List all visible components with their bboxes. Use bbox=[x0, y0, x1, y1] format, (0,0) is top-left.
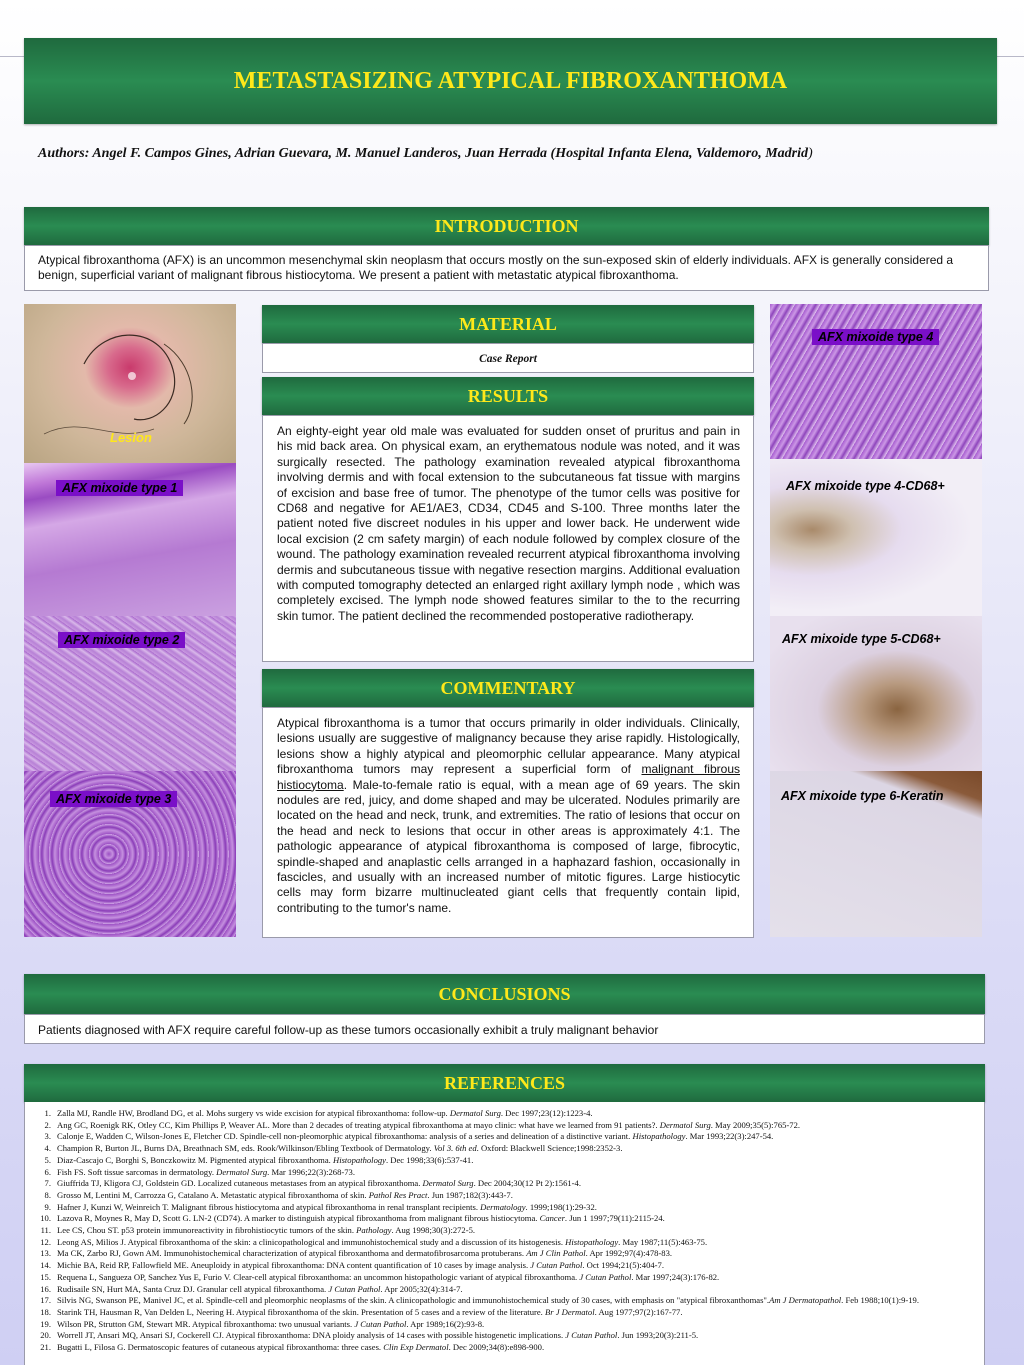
reference-journal: Br J Dermatol bbox=[544, 1306, 595, 1317]
reference-number: 6. bbox=[44, 1166, 51, 1177]
reference-text bbox=[57, 1143, 972, 1155]
reference-journal: J Cutan Pathol bbox=[530, 1260, 583, 1271]
reference-journal: Clin Exp Dermatol bbox=[383, 1342, 449, 1353]
reference-text bbox=[57, 1260, 972, 1272]
reference-item bbox=[37, 1167, 972, 1179]
reference-authors-title: Rudisaile SN, Hurt MA, Santa Cruz DJ. Granular cell atypical fibroxanthoma. bbox=[57, 1283, 329, 1294]
results-box bbox=[262, 415, 754, 662]
reference-authors-title: Requena L, Sangueza OP, Sanchez Yus E, Furio V. Clear-cell atypical fibroxanthoma: an uncommon histopathologic variant of atypical fibroxanthoma. bbox=[57, 1271, 580, 1282]
reference-journal: Dermatol Surg bbox=[449, 1108, 501, 1118]
reference-journal: Histopathology bbox=[565, 1236, 619, 1247]
reference-authors-title: Leong AS, Milios J. Atypical fibroxanthoma of the skin: a clinicopathological and immunohistochemical study and a discussion of its histogenesis. bbox=[57, 1236, 566, 1247]
reference-journal: Dermatol Surg bbox=[659, 1119, 711, 1130]
reference-journal: Histopathology bbox=[632, 1131, 686, 1142]
reference-text bbox=[57, 1155, 972, 1167]
reference-journal: Vol 3. 6th ed bbox=[433, 1143, 477, 1154]
reference-authors-title: Grosso M, Lentini M, Carrozza G, Catalano A. Metastatic atypical fibroxanthoma of skin. bbox=[57, 1189, 369, 1200]
reference-journal: Am J Dermatopathol bbox=[769, 1295, 842, 1306]
reference-number: 17. bbox=[40, 1295, 51, 1306]
reference-journal: Pathol Res Pract bbox=[368, 1189, 428, 1200]
reference-item bbox=[37, 1178, 972, 1190]
reference-number: 2. bbox=[44, 1119, 51, 1130]
reference-citation: . Dec 2004;30(12 Pt 2):1561-4. bbox=[473, 1178, 581, 1189]
reference-text bbox=[57, 1307, 972, 1319]
reference-authors-title: Giuffrida TJ, Kligora CJ, Goldstein GD. Localized cutaneous metastases from an atypical fibroxanthoma. bbox=[57, 1178, 423, 1189]
reference-text bbox=[57, 1319, 972, 1331]
reference-number: 9. bbox=[44, 1201, 51, 1212]
reference-authors-title: Zalla MJ, Randle HW, Brodland DG, et al. Mohs surgery vs wide excision for atypical fibroxanthoma: follow-up. bbox=[57, 1108, 450, 1118]
reference-number: 4. bbox=[44, 1143, 51, 1154]
reference-citation: . Oxford: Blackwell Science;1998:2352-3. bbox=[476, 1143, 623, 1154]
reference-journal: Cancer bbox=[539, 1213, 565, 1224]
reference-authors-title: Hafner J, Kunzi W, Weinreich T. Malignant fibrous histiocytoma and atypical fibroxanthoma in renal transplant recipients. bbox=[57, 1201, 481, 1212]
reference-item bbox=[37, 1248, 972, 1260]
authors-text: Authors: Angel F. Campos Gines, Adrian Guevara, M. Manuel Landeros, Juan Herrada (Hospital Infanta Elena, Valdemoro, Madrid bbox=[38, 146, 809, 161]
reference-authors-title: Fish FS. Soft tissue sarcomas in dermatology. bbox=[57, 1166, 217, 1177]
reference-citation: . Aug 1977;97(2):167-77. bbox=[594, 1306, 683, 1317]
reference-number: 1. bbox=[44, 1108, 51, 1118]
label-type1: AFX mixoide type 1 bbox=[56, 480, 183, 496]
authors-close: ) bbox=[808, 146, 813, 161]
reference-authors-title: Lee CS, Chou ST. p53 protein immunoreactivity in fibrohistiocytic tumors of the skin. bbox=[57, 1225, 357, 1236]
reference-text bbox=[57, 1284, 972, 1296]
commentary-box bbox=[262, 707, 754, 938]
references-heading: REFERENCES bbox=[24, 1064, 985, 1102]
reference-text bbox=[57, 1342, 972, 1354]
introduction-heading: INTRODUCTION bbox=[24, 207, 989, 245]
reference-item bbox=[37, 1202, 972, 1214]
reference-item bbox=[37, 1190, 972, 1202]
reference-citation: . 1999;198(1):29-32. bbox=[525, 1201, 597, 1212]
reference-authors-title: Worrell JT, Ansari MQ, Ansari SJ, Cockerell CJ. Atypical fibroxanthoma: DNA ploidy analysis of 14 cases with possible histogenetic implications. bbox=[57, 1330, 566, 1341]
commentary-text-before: Atypical fibroxanthoma is a tumor that occurs primarily in older individuals. Clinically, lesions usually are suggestive of malignancy because they arise rapidly. Histologically, lesions show a highly atypical and pleomorphic cellular appearance. Many atypical fibroxanthoma tumors may represent a superficial form of bbox=[277, 716, 740, 777]
reference-text bbox=[57, 1190, 972, 1202]
reference-number: 14. bbox=[40, 1260, 51, 1271]
reference-citation: . May 2009;35(5):765-72. bbox=[710, 1119, 801, 1130]
introduction-text: Atypical fibroxanthoma (AFX) is an uncommon mesenchymal skin neoplasm that occurs mostly on the sun-exposed skin of elderly individuals. AFX is generally considered a benign, superficial variant of malignant fibrous histiocytoma. We present a patient with metastatic atypical fibroxanthoma. bbox=[38, 253, 954, 283]
reference-item bbox=[37, 1213, 972, 1225]
reference-authors-title: Calonje E, Wadden C, Wilson-Jones E, Fletcher CD. Spindle-cell non-pleomorphic atypical fibroxanthoma: analysis of a series and delineation of a distinctive variant. bbox=[57, 1131, 633, 1142]
reference-item bbox=[37, 1143, 972, 1155]
reference-text bbox=[57, 1202, 972, 1214]
reference-number: 7. bbox=[44, 1178, 51, 1189]
reference-number: 12. bbox=[40, 1236, 51, 1247]
reference-citation: . Mar 1996;22(3):268-73. bbox=[267, 1166, 355, 1177]
reference-journal: Dermatology bbox=[480, 1201, 526, 1212]
material-heading: MATERIAL bbox=[262, 305, 754, 343]
reference-item bbox=[37, 1108, 972, 1120]
reference-item bbox=[37, 1307, 972, 1319]
reference-citation: . Mar 1993;22(3):247-54. bbox=[685, 1131, 774, 1142]
reference-citation: . Apr 2005;32(4):314-7. bbox=[380, 1283, 463, 1294]
reference-citation: . May 1987;11(5):463-75. bbox=[618, 1236, 708, 1247]
commentary-heading: COMMENTARY bbox=[262, 669, 754, 707]
lesion-label: Lesion bbox=[110, 430, 152, 445]
reference-citation: . Jun 1993;20(3):211-5. bbox=[617, 1330, 699, 1341]
authors-line bbox=[38, 146, 998, 162]
label-type4: AFX mixoide type 4 bbox=[812, 329, 939, 345]
reference-item bbox=[37, 1260, 972, 1272]
reference-number: 8. bbox=[44, 1189, 51, 1200]
reference-number: 20. bbox=[40, 1330, 51, 1341]
reference-authors-title: Wilson PR, Strutton GM, Stewart MR. Atypical fibroxanthoma: two unusual variants. bbox=[57, 1318, 355, 1329]
reference-item bbox=[37, 1330, 972, 1342]
label-type5-cd68: AFX mixoide type 5-CD68+ bbox=[782, 632, 941, 646]
reference-item bbox=[37, 1284, 972, 1296]
reference-authors-title: Michie BA, Reid RP, Fallowfield ME. Aneuploidy in atypical fibroxanthoma: DNA content quantification of 10 cases by image analysis. bbox=[57, 1260, 531, 1271]
reference-authors-title: Diaz-Cascajo C, Borghi S, Bonczkowitz M. Pigmented atypical fibroxanthoma. bbox=[57, 1154, 333, 1165]
results-heading: RESULTS bbox=[262, 377, 754, 415]
reference-item bbox=[37, 1319, 972, 1331]
reference-text bbox=[57, 1272, 972, 1284]
reference-journal: Dermatol Surg bbox=[216, 1166, 268, 1177]
reference-item bbox=[37, 1120, 972, 1132]
reference-journal: Histopathology bbox=[332, 1154, 386, 1165]
reference-journal: J Cutan Pathol bbox=[565, 1330, 618, 1341]
reference-journal: J Cutan Pathol bbox=[579, 1271, 632, 1282]
material-box bbox=[262, 343, 754, 373]
reference-citation: . Mar 1997;24(3):176-82. bbox=[631, 1271, 720, 1282]
reference-journal: Pathology bbox=[356, 1225, 392, 1236]
conclusions-heading: CONCLUSIONS bbox=[24, 974, 985, 1014]
reference-journal: Am J Clin Pathol bbox=[526, 1248, 586, 1259]
reference-number: 19. bbox=[40, 1318, 51, 1329]
label-type4-cd68: AFX mixoide type 4-CD68+ bbox=[786, 479, 945, 493]
reference-authors-title: Lazova R, Moynes R, May D, Scott G. LN-2 (CD74). A marker to distinguish atypical fibroxanthoma from malignant fibrous histiocytoma. bbox=[57, 1213, 540, 1224]
reference-text bbox=[57, 1225, 972, 1237]
reference-citation: . Dec 1998;33(6):537-41. bbox=[385, 1154, 474, 1165]
reference-text bbox=[57, 1295, 972, 1307]
material-text: Case Report bbox=[479, 353, 537, 365]
reference-text bbox=[57, 1237, 972, 1249]
label-type6-keratin: AFX mixoide type 6-Keratin bbox=[781, 789, 944, 803]
commentary-text-after: . Male-to-female ratio is equal, with a mean age of 69 years. The skin nodules are red, juicy, and dome shaped and may be ulcerated. Nodules primarily are located on the head and neck, trunk, and extremities. The ratio of lesions that occur on the head and neck to lesions that occur in other areas is approximately 4:1. The pathologic appearance of atypical fibroxanthoma is composed of large, fibrocytic, spindle-shaped and anaplastic cells arranged in a haphazard fashion, occasionally in fascicles, and usually with an increased number of mitotic figures. Large histiocytic cells may form bizarre multinucleated giant cells that frequently contain lipid, contributing to the tumor's name. bbox=[277, 777, 740, 915]
reference-text bbox=[57, 1213, 972, 1225]
commentary-text bbox=[263, 708, 753, 916]
reference-number: 16. bbox=[40, 1283, 51, 1294]
poster-title: METASTASIZING ATYPICAL FIBROXANTHOMA bbox=[24, 38, 997, 124]
reference-item bbox=[37, 1237, 972, 1249]
reference-citation: . Aug 1998;30(3):272-5. bbox=[391, 1225, 476, 1236]
histology-type4 bbox=[770, 304, 982, 459]
reference-item bbox=[37, 1272, 972, 1284]
reference-journal: Dermatol Surg bbox=[422, 1178, 474, 1189]
reference-authors-title: Silvis NG, Swanson PE, Manivel JC, et al. Spindle-cell and pleomorphic neoplasms of the skin. A clinicopathologic and immunohistochemical study of 30 cases, with emphasis on "atypical fibroxanthomas". bbox=[57, 1295, 770, 1306]
reference-authors-title: Ang GC, Roenigk RK, Otley CC, Kim Phillips P, Weaver AL. More than 2 decades of treating atypical fibroxanthoma at mayo clinic: what have we learned from 91 patients?. bbox=[57, 1119, 660, 1130]
label-type2: AFX mixoide type 2 bbox=[58, 632, 185, 648]
reference-journal: J Cutan Pathol bbox=[354, 1318, 407, 1329]
reference-citation: . Apr 1989;16(2):93-8. bbox=[406, 1318, 485, 1329]
conclusions-box bbox=[24, 1014, 985, 1044]
reference-number: 10. bbox=[40, 1213, 51, 1224]
reference-number: 18. bbox=[40, 1306, 51, 1317]
reference-citation: . Dec 1997;23(12):1223-4. bbox=[500, 1108, 593, 1118]
reference-item bbox=[37, 1295, 972, 1307]
reference-number: 21. bbox=[40, 1342, 51, 1353]
reference-number: 5. bbox=[44, 1154, 51, 1165]
label-type3: AFX mixoide type 3 bbox=[50, 791, 177, 807]
reference-authors-title: Bugatti L, Filosa G. Dermatoscopic features of cutaneous atypical fibroxanthoma: three cases. bbox=[57, 1342, 384, 1353]
reference-journal: J Cutan Pathol bbox=[328, 1283, 381, 1294]
reference-authors-title: Starink TH, Hausman R, Van Delden L, Neering H. Atypical fibroxanthoma of the skin. Presentation of 5 cases and a review of the literature. bbox=[57, 1306, 545, 1317]
reference-authors-title: Ma CK, Zarbo RJ, Gown AM. Immunohistochemical characterization of atypical fibroxanthoma and dermatofibrosarcoma protuberans. bbox=[57, 1248, 527, 1259]
reference-citation: . Dec 2009;34(8):e898-900. bbox=[448, 1342, 545, 1353]
reference-text bbox=[57, 1131, 972, 1143]
reference-citation: . Apr 1992;97(4):478-83. bbox=[585, 1248, 673, 1259]
reference-text bbox=[57, 1178, 972, 1190]
results-text: An eighty-eight year old male was evaluated for sudden onset of pruritus and pain in his mid back area. On physical exam, an erythematous nodule was noted, and it was surgically resected. The pathology examination revealed atypical fibroxanthoma involving dermis and with focal extension to the subcutaneous fat tissue with margins of excision and base free of tumor. The phenotype of the tumor cells was positive for CD68 and negative for AE1/AE3, CD34, CD45 and S-100. Three months later the patient noted five discreet nodules in his upper and lower back. He underwent wide local excision (2 cm safety margin) of each nodule followed by complex closure of the wound. The pathology examination revealed recurrent atypical fibroxanthoma involving dermis and subcutaneous tissue with negative resection margins. Additional evaluation with computed tomography detected an enlarged right axillary lymph node , which was completely excised. The lymph node showed features similar to the to the recurring skin tumor. The patient declined the recommended postoperative radiotherapy. bbox=[277, 424, 740, 623]
reference-text bbox=[57, 1248, 972, 1260]
reference-text bbox=[57, 1108, 972, 1120]
reference-authors-title: Champion R, Burton JL, Burns DA, Breathnach SM, eds. Rook/Wilkinson/Ebling Textbook of Dermatology. bbox=[57, 1143, 434, 1154]
reference-citation: . Oct 1994;21(5):404-7. bbox=[582, 1260, 664, 1271]
reference-citation: . Jun 1987;182(3):443-7. bbox=[427, 1189, 513, 1200]
reference-text bbox=[57, 1330, 972, 1342]
reference-item bbox=[37, 1131, 972, 1143]
reference-number: 13. bbox=[40, 1248, 51, 1259]
reference-number: 3. bbox=[44, 1131, 51, 1142]
reference-item bbox=[37, 1155, 972, 1167]
references-list bbox=[24, 1102, 985, 1365]
reference-text bbox=[57, 1120, 972, 1132]
conclusions-text: Patients diagnosed with AFX require careful follow-up as these tumors occasionally exhibit a truly malignant behavior bbox=[38, 1023, 659, 1037]
reference-citation: . Feb 1988;10(1):9-19. bbox=[841, 1295, 919, 1306]
reference-text bbox=[57, 1167, 972, 1179]
introduction-box bbox=[24, 245, 989, 291]
reference-citation: . Jun 1 1997;79(11):2115-24. bbox=[564, 1213, 665, 1224]
reference-item bbox=[37, 1225, 972, 1237]
reference-number: 15. bbox=[40, 1271, 51, 1282]
reference-number: 11. bbox=[40, 1225, 51, 1236]
commentary-link-mfh[interactable]: malignant fibrous histiocytoma bbox=[277, 762, 740, 792]
reference-item bbox=[37, 1342, 972, 1354]
